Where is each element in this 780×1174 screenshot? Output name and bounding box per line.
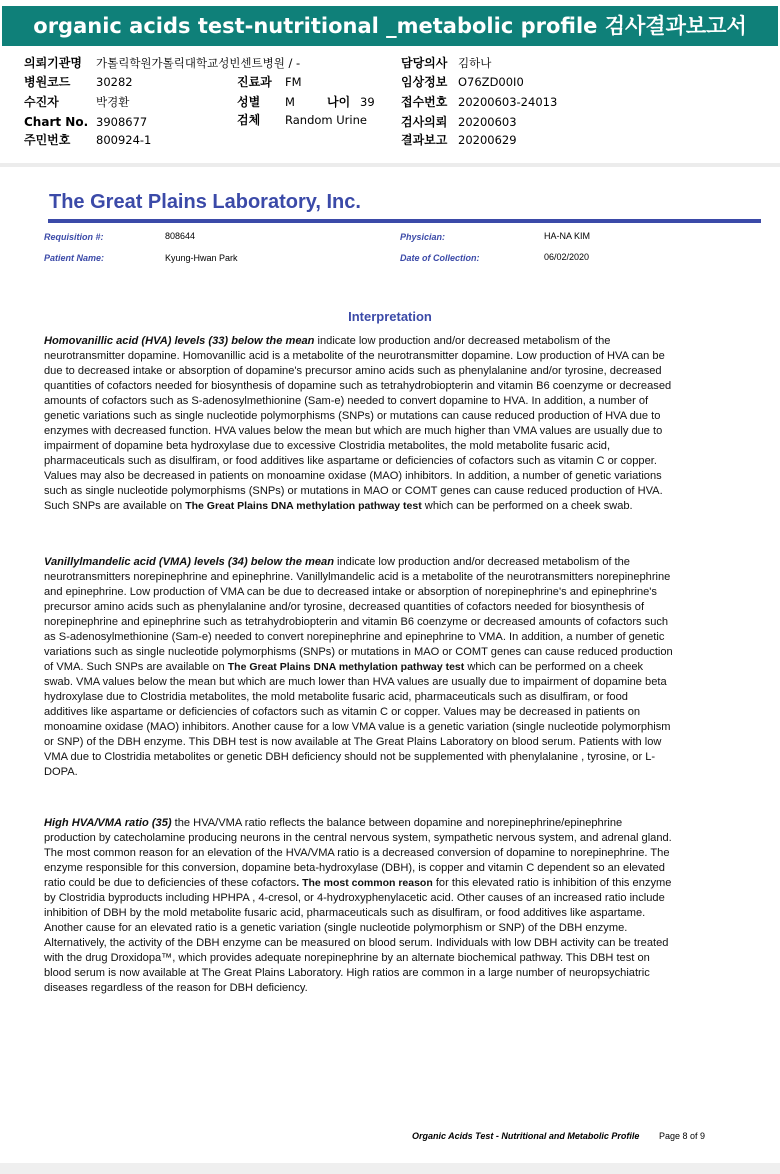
clinical-info-field xyxy=(401,73,524,92)
value: 김하나 xyxy=(458,56,492,70)
specimen-field xyxy=(237,111,367,130)
footer-title: Organic Acids Test - Nutritional and Metabolic Profile xyxy=(412,1131,640,1141)
label: 임상정보 xyxy=(401,75,448,89)
report-title-bar xyxy=(0,0,780,50)
vma-paragraph xyxy=(44,555,674,780)
physician-label: Physician: xyxy=(400,232,446,242)
value: 박경환 xyxy=(96,95,130,109)
value: FM xyxy=(285,75,302,89)
lab-rule xyxy=(48,219,761,223)
interpretation-heading: Interpretation xyxy=(348,309,432,324)
label: 결과보고 xyxy=(401,133,448,147)
patient-name-value: Kyung-Hwan Park xyxy=(165,253,238,263)
label: 진료과 xyxy=(237,75,272,89)
ratio-text: the HVA/VMA ratio reflects the balance between dopamine and norepinephrine/epinephrine production by catecholamine producing neurons in the central nervous system, sympathetic nervous system, and adrenal gland. The most common reason for an elevation of the HVA/VMA ratio is a decreased conversion of dopamine to norepinephrine. The enzyme responsible for this conversion, dopamine beta-hydroxylase (DBH), is copper and vitamin C dependent so an elevated ratio could be due to deficiencies of these cofactors xyxy=(44,817,672,889)
value: 30282 xyxy=(96,75,133,89)
request-date-field xyxy=(401,113,517,132)
value: 20200603 xyxy=(458,115,517,129)
lab-name: The Great Plains Laboratory, Inc. xyxy=(49,191,361,213)
page-bottom xyxy=(0,1163,780,1174)
value: 3908677 xyxy=(96,115,148,129)
sex-field xyxy=(237,93,295,112)
patient-name-label: Patient Name: xyxy=(44,253,105,263)
ratio-lead: High HVA/VMA ratio (35) xyxy=(44,817,172,829)
requisition-value: 808644 xyxy=(165,231,196,241)
requisition-label: Requisition #: xyxy=(44,232,104,242)
resident-no-field xyxy=(24,131,151,150)
label: 의뢰기관명 xyxy=(24,56,82,70)
hva-text-end: which can be performed on a cheek swab. xyxy=(421,500,633,512)
value: 800924-1 xyxy=(96,133,152,147)
department-field xyxy=(237,73,302,92)
hva-text: indicate low production and/or decreased metabolism of the neurotransmitter dopamine. Homovanillic acid is a metabolite of the neurotransmitter dopamine. Low production of HVA can be due to decreased intake or absorption of dopamine's precursor amino acids such as phenylalanine and/or tyrosine, decreased quantities of cofactors needed for biosynthesis of dopamine such as tetrahydrobiopterin and vitamin B6 coenzyme or decreased amounts of cofactors such as S-adenosylmethionine (Sam-e) needed to convert dopamine to HVA. In addition, a number of genetic variations such as single nucleotide polymorphisms (SNPs) or mutations can cause reduced production of HVA due to enzymes with decreased function. HVA values below the mean but which are much higher than VMA values are usually due to impairment of dopamine beta hydroxylase due to excessive Clostridia metabolites, the mold metabolite fusaric acid, pharmaceuticals such as disulfiram, or food additives like aspartame or deficiencies of cofactors such as vitamin C or copper. Values may also be decreased in patients on monoamine oxidase (MAO) inhibitors. In addition, a number of genetic variations such as single nucleotide polymorphisms (SNPs) or mutations in MAO or COMT genes can cause reduced production of HVA. Such SNPs are available on xyxy=(44,335,672,512)
value: Random Urine xyxy=(285,113,367,127)
collection-date-label: Date of Collection: xyxy=(400,253,480,263)
value: 가톨릭학원가톨릭대학교성빈센트병원 / - xyxy=(96,56,301,70)
label: 병원코드 xyxy=(24,75,71,89)
report-date-field xyxy=(401,131,517,150)
value: 20200629 xyxy=(458,133,517,147)
label: Chart No. xyxy=(24,115,89,129)
label: 성별 xyxy=(237,95,261,109)
label: 담당의사 xyxy=(401,56,448,70)
vma-text: indicate low production and/or decreased metabolism of the neurotransmitters norepinephrine and epinephrine. Vanillylmandelic acid is a metabolite of the neurotransmitters norepinephrine and epinephrine. Low production of VMA can be due to decreased intake or absorption of norepinephrine's and epinephrine's precursor amino acids such as phenylalanine and/or tyrosine, decreased quantities of cofactors needed for biosynthesis of norepinephrine and epinephrine such as tetrahydrobiopterin and vitamin B6 coenzyme or decreased amounts of cofactors such as S-adenosylmethionine (Sam-e) needed to convert norepinephrine and epinephrine to VMA. In addition, a number of genetic variations such as single nucleotide polymorphisms (SNPs) or mutations in MAO or COMT genes can cause reduced production of VMA. Such SNPs are available on xyxy=(44,556,673,673)
divider xyxy=(0,163,780,167)
label: 수진자 xyxy=(24,95,59,109)
collection-date-value: 06/02/2020 xyxy=(544,252,590,262)
value: 20200603-24013 xyxy=(458,95,558,109)
doctor-field xyxy=(401,54,491,73)
report-title: organic acids test-nutritional _metabolic profile 검사결과보고서 xyxy=(2,6,778,46)
ratio-bold: . The most common reason xyxy=(296,877,433,889)
value: O76ZD00I0 xyxy=(458,75,524,89)
value: 39 xyxy=(360,95,375,109)
receipt-no-field xyxy=(401,93,557,112)
age-field xyxy=(327,93,375,112)
vma-lead: Vanillylmandelic acid (VMA) levels (34) below the mean xyxy=(44,556,334,568)
ratio-paragraph xyxy=(44,816,674,996)
chart-no-field xyxy=(24,113,147,132)
hva-test-name: The Great Plains DNA methylation pathway test xyxy=(185,500,422,512)
hva-paragraph xyxy=(44,334,674,514)
vma-test-name: The Great Plains DNA methylation pathway test xyxy=(227,661,465,673)
patient-field xyxy=(24,93,129,112)
physician-value: HA-NA KIM xyxy=(544,231,591,241)
label: 검사의뢰 xyxy=(401,115,448,129)
label: 검체 xyxy=(237,113,261,127)
page-number: Page 8 of 9 xyxy=(659,1131,706,1141)
label: 나이 xyxy=(327,95,351,109)
label: 접수번호 xyxy=(401,95,448,109)
label: 주민번호 xyxy=(24,133,71,147)
institution-field xyxy=(24,54,300,73)
hospital-code-field xyxy=(24,73,133,92)
value: M xyxy=(285,95,295,109)
hva-lead: Homovanillic acid (HVA) levels (33) below the mean xyxy=(44,335,315,347)
ratio-text-end: for this elevated ratio is inhibition of this enzyme by Clostridia byproducts including HPHPA , 4-cresol, or 4-hydroxyphenylacetic acid. Other causes of an increased ratio include inhibition of DBH by the mold metabolite fusaric acid, pharmaceuticals such as disulfiram, or food additives like aspartame. Another cause for an elevated ratio is a genetic variation (single nucleotide polymorphism or SNP) of the DBH enzyme. Alternatively, the activity of the DBH enzyme can be measured on blood serum. Individuals with low DBH activity can be treated with the drug Droxidopa™, which provides adequate norepinephrine by an alternate biochemical pathway. This DBH test on blood serum is now available at The Great Plains Laboratory. High ratios are common in a large number of neuropsychiatric diseases regardless of the reason for DBH deficiency. xyxy=(44,877,672,994)
vma-text-end: which can be performed on a cheek swab. VMA values below the mean but which are much lower than HVA values are usually due to impairment of dopamine beta hydroxylase due to Clostridia metabolites, the mold metabolite fusaric acid, pharmaceuticals such as disulfiram, or food additives like aspartame or deficiencies of cofactors such as vitamin C or copper. Values may be decreased in patients on monoamine oxidase (MAO) inhibitors. Another cause for a low VMA value is a genetic variation (single nucleotide polymorphism or SNP) of the DBH enzyme. This DBH test is now available at The Great Plains Laboratory on blood serum. Patients with low VMA due to Clostridia metabolites or genetic DBH deficiency should not be supplemented with phenylalanine , tyrosine, or L-DOPA. xyxy=(44,661,671,778)
